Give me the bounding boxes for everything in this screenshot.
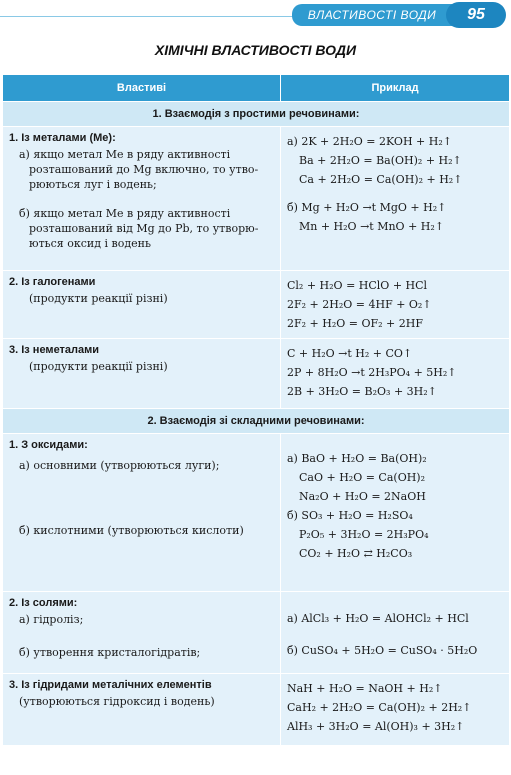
equation: C + H₂O →t H₂ + CO↑ — [287, 347, 413, 360]
text-line: а) якщо метал Me в ряду активності — [19, 148, 231, 161]
equation: Cl₂ + H₂O = HClO + HCl — [287, 279, 428, 292]
equation: 2F₂ + H₂O = OF₂ + 2HF — [287, 317, 423, 330]
table-row — [3, 434, 510, 592]
row-heading: 3. Із гідридами металічних елементів — [9, 679, 212, 691]
column-header-property: Властиві — [3, 75, 281, 102]
equation: а) 2K + 2H₂O = 2KOH + H₂↑ — [287, 135, 452, 148]
text-line: рюються луг і водень; — [29, 178, 157, 191]
equation: P₂O₅ + 3H₂O = 2H₃PO₄ — [299, 528, 429, 541]
text-line: а) основними (утворюються луги); — [19, 459, 220, 472]
section-complex-substances: 2. Взаємодія зі складними речовинами: — [3, 409, 510, 434]
row-note: (продукти реакції різні) — [29, 292, 168, 305]
table-row — [3, 271, 510, 339]
equation: Ba + 2H₂O = Ba(OH)₂ + H₂↑ — [299, 154, 462, 167]
equation: б) CuSO₄ + 5H₂O = CuSO₄ · 5H₂O — [287, 644, 478, 657]
row-heading: 2. Із солями: — [9, 597, 78, 609]
section-simple-substances: 1. Взаємодія з простими речовинами: — [3, 102, 510, 127]
example-cell — [281, 271, 510, 339]
table-row — [3, 339, 510, 409]
example-cell — [281, 674, 510, 746]
table-row — [3, 674, 510, 746]
text-line: б) утворення кристалогідратів; — [19, 646, 201, 659]
row-heading: 1. Із металами (Me): — [9, 132, 116, 144]
equation: Mn + H₂O →t MnO + H₂↑ — [299, 220, 445, 233]
property-cell — [3, 339, 281, 409]
running-title: ВЛАСТИВОСТІ ВОДИ — [292, 4, 452, 26]
header-rule — [0, 16, 300, 17]
row-heading: 2. Із галогенами — [9, 276, 96, 288]
property-cell — [3, 271, 281, 339]
row-note: (продукти реакції різні) — [29, 360, 168, 373]
equation: Ca + 2H₂O = Ca(OH)₂ + H₂↑ — [299, 173, 463, 186]
equation: 2P + 8H₂O →t 2H₃PO₄ + 5H₂↑ — [287, 366, 457, 379]
column-header-example: Приклад — [281, 75, 510, 102]
example-cell — [281, 434, 510, 592]
equation: CaO + H₂O = Ca(OH)₂ — [299, 471, 426, 484]
equation: CaH₂ + 2H₂O = Ca(OH)₂ + 2H₂↑ — [287, 701, 472, 714]
row-note: (утворюються гідроксид і водень) — [19, 695, 215, 708]
equation: а) BaO + H₂O = Ba(OH)₂ — [287, 452, 427, 465]
text-line: розташований від Mg до Pb, то утворю- — [29, 222, 259, 235]
equation: Na₂O + H₂O = 2NaOH — [299, 490, 426, 503]
property-cell — [3, 592, 281, 674]
equation: 2B + 3H₂O = B₂O₃ + 3H₂↑ — [287, 385, 437, 398]
equation: AlH₃ + 3H₂O = Al(OH)₃ + 3H₂↑ — [287, 720, 465, 733]
properties-table — [2, 74, 510, 746]
equation: б) Mg + H₂O →t MgO + H₂↑ — [287, 201, 447, 214]
text-line: розташований до Mg включно, то утво- — [29, 163, 259, 176]
equation: NaH + H₂O = NaOH + H₂↑ — [287, 682, 443, 695]
example-cell — [281, 339, 510, 409]
property-cell — [3, 434, 281, 592]
property-cell — [3, 674, 281, 746]
row-heading: 1. З оксидами: — [9, 439, 88, 451]
equation: б) SO₃ + H₂O = H₂SO₄ — [287, 509, 413, 522]
page-header — [0, 0, 511, 30]
page-title: ХІМІЧНІ ВЛАСТИВОСТІ ВОДИ — [154, 42, 357, 58]
example-cell — [281, 127, 510, 271]
equation: а) AlCl₃ + H₂O = AlOHCl₂ + HCl — [287, 612, 469, 625]
text-line: б) кислотними (утворюються кислоти) — [19, 524, 244, 537]
page-number: 95 — [446, 2, 506, 28]
table-row — [3, 127, 510, 271]
row-heading: 3. Із неметалами — [9, 344, 100, 356]
property-cell — [3, 127, 281, 271]
equation: 2F₂ + 2H₂O = 4HF + O₂↑ — [287, 298, 432, 311]
text-line: ються оксид і водень — [29, 237, 151, 250]
text-line: а) гідроліз; — [19, 613, 84, 626]
example-cell — [281, 592, 510, 674]
text-line: б) якщо метал Me в ряду активності — [19, 207, 231, 220]
equation: CO₂ + H₂O ⇄ H₂CO₃ — [299, 547, 413, 560]
table-row — [3, 592, 510, 674]
